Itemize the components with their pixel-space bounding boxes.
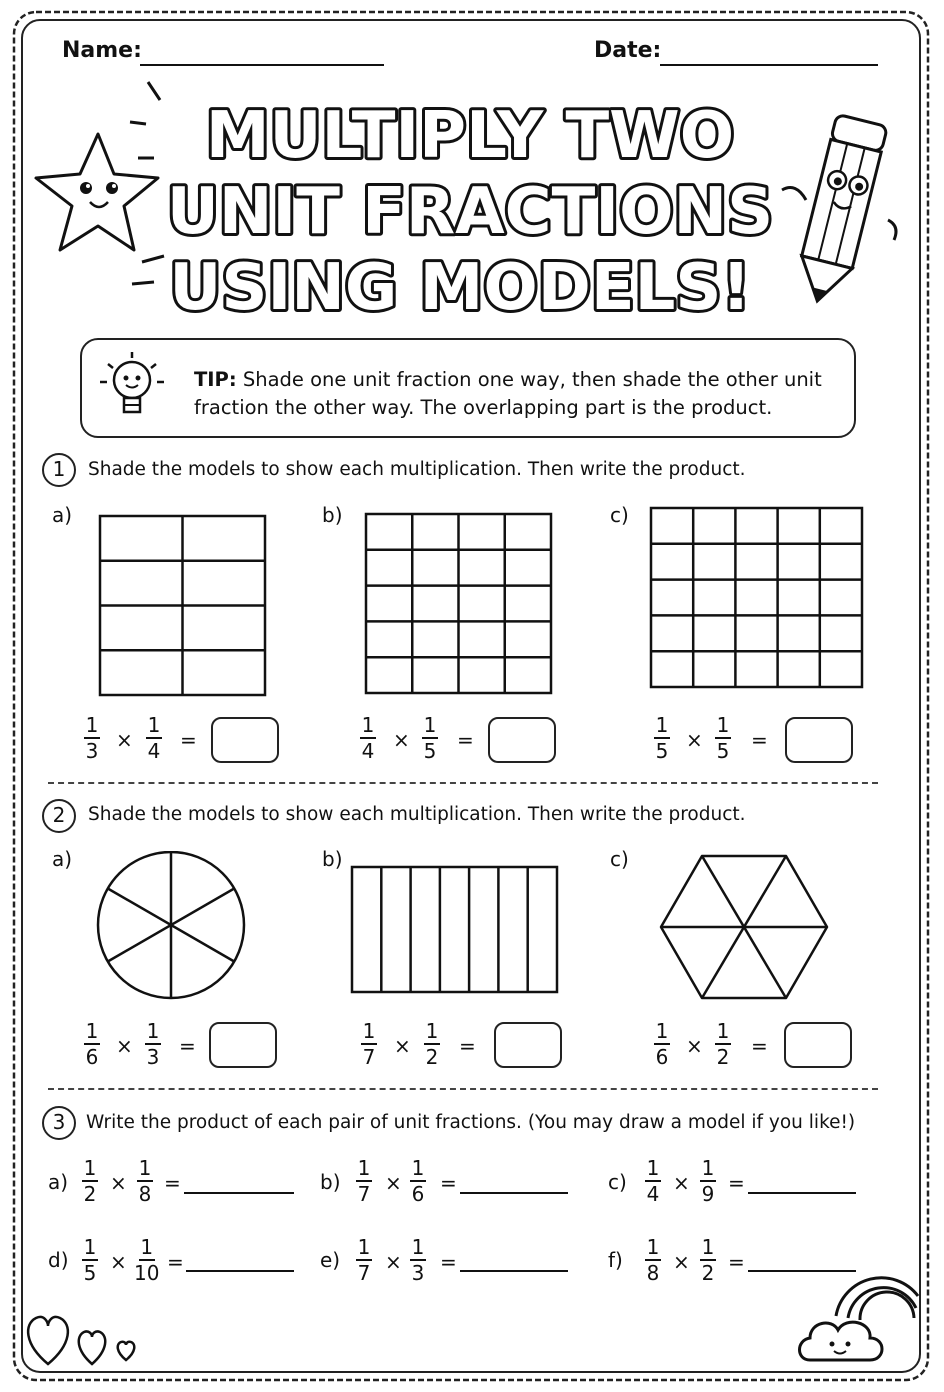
q3-e-label: e) [320, 1248, 341, 1272]
tip-box [80, 338, 856, 438]
q2-b-fraction-2: 1 2 [425, 1019, 439, 1069]
q3-e-fraction-2: 1 3 [411, 1235, 425, 1285]
q2-a-fraction-1: 1 6 [85, 1019, 99, 1069]
worksheet-title [150, 85, 790, 325]
question-3-number: 3 [42, 1106, 76, 1140]
q3-c-label: c) [608, 1170, 627, 1194]
q2-a-fraction-2: 1 3 [146, 1019, 160, 1069]
q2-a-model[interactable] [94, 851, 248, 1001]
times-sign: × [385, 1171, 402, 1195]
equals-sign: = [180, 728, 197, 752]
equals-sign: = [457, 728, 474, 752]
times-sign: × [686, 1034, 703, 1058]
q1-a-fraction-2: 1 4 [147, 713, 161, 763]
equals-sign: = [751, 1034, 768, 1058]
q3-c-fraction-1: 1 4 [646, 1156, 660, 1206]
equals-sign: = [751, 728, 768, 752]
q3-b-fraction-1: 1 7 [357, 1156, 371, 1206]
date-label: Date: [594, 38, 662, 63]
q2-a-label: a) [52, 847, 73, 871]
cloud-icon [800, 1322, 883, 1360]
question-2-number: 2 [42, 799, 76, 833]
times-sign: × [673, 1171, 690, 1195]
q3-b-label: b) [320, 1170, 341, 1194]
q1-c-fraction-1: 1 5 [655, 713, 669, 763]
q2-b-label: b) [322, 847, 343, 871]
q3-a-label: a) [48, 1170, 69, 1194]
equals-sign: = [459, 1034, 476, 1058]
question-1-number: 1 [42, 453, 76, 487]
q3-f-label: f) [608, 1248, 623, 1272]
times-sign: × [116, 728, 133, 752]
q3-d-fraction-2: 1 10 [134, 1235, 160, 1285]
q3-a-fraction-1: 1 2 [83, 1156, 97, 1206]
q1-b-fraction-2: 1 5 [423, 713, 437, 763]
q2-c-model[interactable] [658, 854, 830, 1000]
q3-c-answer-line[interactable] [748, 1192, 856, 1194]
section-divider [48, 1088, 878, 1090]
sparkle-icon [120, 78, 180, 298]
title-line-1: MULTIPLY TWO [205, 99, 735, 173]
pencil-icon [776, 110, 906, 310]
q1-c-model[interactable] [649, 506, 865, 690]
rainbow-icon [796, 1256, 920, 1374]
lightbulb-icon [96, 350, 166, 430]
equals-sign: = [440, 1171, 457, 1195]
q3-b-answer-line[interactable] [460, 1192, 568, 1194]
q3-f-fraction-2: 1 2 [701, 1235, 715, 1285]
q1-b-label: b) [322, 503, 343, 527]
q2-b-model[interactable] [350, 865, 560, 995]
tip-text [194, 366, 834, 422]
q3-a-answer-line[interactable] [184, 1192, 294, 1194]
equals-sign: = [179, 1034, 196, 1058]
equals-sign: = [167, 1250, 184, 1274]
q1-b-model[interactable] [364, 512, 554, 696]
q3-e-answer-line[interactable] [460, 1270, 568, 1272]
q1-b-answer-box[interactable] [488, 717, 556, 763]
title-line-2: UNIT FRACTIONS [166, 175, 774, 249]
section-divider [48, 782, 878, 784]
times-sign: × [385, 1250, 402, 1274]
times-sign: × [116, 1034, 133, 1058]
q3-d-fraction-1: 1 5 [83, 1235, 97, 1285]
q2-c-label: c) [610, 847, 629, 871]
times-sign: × [110, 1171, 127, 1195]
q1-b-fraction-1: 1 4 [361, 713, 375, 763]
times-sign: × [686, 728, 703, 752]
q1-c-answer-box[interactable] [785, 717, 853, 763]
equals-sign: = [440, 1250, 457, 1274]
tip-label: TIP: [194, 368, 237, 391]
q2-b-answer-box[interactable] [494, 1022, 562, 1068]
q1-c-fraction-2: 1 5 [716, 713, 730, 763]
times-sign: × [673, 1250, 690, 1274]
q3-a-fraction-2: 1 8 [138, 1156, 152, 1206]
equals-sign: = [164, 1171, 181, 1195]
q1-a-fraction-1: 1 3 [85, 713, 99, 763]
q2-c-answer-box[interactable] [784, 1022, 852, 1068]
q1-c-label: c) [610, 503, 629, 527]
q3-e-fraction-1: 1 7 [357, 1235, 371, 1285]
times-sign: × [394, 1034, 411, 1058]
tip-body: Shade one unit fraction one way, then shade the other unit fraction the other way. The overlapping part is the product. [194, 368, 822, 419]
question-3-instruction: Write the product of each pair of unit fractions. (You may draw a model if you like!) [86, 1112, 856, 1133]
q3-b-fraction-2: 1 6 [411, 1156, 425, 1206]
q1-a-answer-box[interactable] [211, 717, 279, 763]
q3-c-fraction-2: 1 9 [701, 1156, 715, 1206]
name-label: Name: [62, 38, 142, 63]
q2-b-fraction-1: 1 7 [362, 1019, 376, 1069]
q1-a-model[interactable] [98, 514, 268, 698]
date-field[interactable] [660, 64, 878, 66]
q1-a-label: a) [52, 503, 73, 527]
times-sign: × [393, 728, 410, 752]
heart-icon [22, 1304, 152, 1370]
q3-f-fraction-1: 1 8 [646, 1235, 660, 1285]
times-sign: × [110, 1250, 127, 1274]
equals-sign: = [728, 1250, 745, 1274]
name-field[interactable] [140, 64, 384, 66]
equals-sign: = [728, 1171, 745, 1195]
q2-a-answer-box[interactable] [209, 1022, 277, 1068]
title-line-3: USING MODELS! [169, 251, 751, 325]
question-2-instruction: Shade the models to show each multiplication. Then write the product. [88, 804, 746, 825]
q2-c-fraction-1: 1 6 [655, 1019, 669, 1069]
question-1-instruction: Shade the models to show each multiplication. Then write the product. [88, 459, 746, 480]
q3-d-label: d) [48, 1248, 69, 1272]
q3-d-answer-line[interactable] [186, 1270, 294, 1272]
q2-c-fraction-2: 1 2 [716, 1019, 730, 1069]
